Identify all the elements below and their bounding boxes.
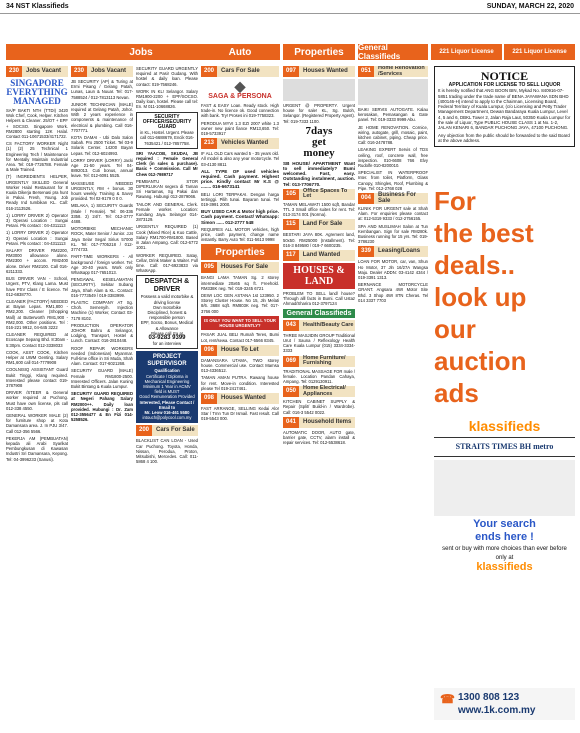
ad: KITCHEN CABINET SUPPLY & Repair (Split/ Build-in / Wardrobe). Call: 016-3 5542 0022. bbox=[283, 399, 355, 415]
section-general: General Classifieds bbox=[358, 44, 428, 60]
ad: TRADITIONAL MASSAGE FOR male / female. Location Pandan Cahaya, Ampang. Tel: 0129130911. bbox=[283, 368, 355, 385]
auction-cta: For the best deals.. look up our auction ads bbox=[434, 186, 534, 408]
cat-business-for-sale: 004 Business For Sale bbox=[358, 193, 428, 204]
ad: PASAR JUAL BELI Rumah Teres, Bumi Lot, rent/sewa. Contact 017-5566 8345. bbox=[201, 332, 279, 343]
section-liquor-1: 221 Liquor License bbox=[431, 44, 502, 60]
cat-land-for-sale: 115 Land For Sale bbox=[283, 219, 355, 230]
cat-cars-for-sale: 200 Cars For Sale bbox=[136, 425, 198, 436]
ad: SECURITY GUARD (MALE) Female RM1800-2500. Interested Officers. Jalan Kuning Bukit Bintang & Kuala Lumpur. bbox=[71, 368, 133, 389]
promo-text: sent or buy with more choices than ever before bbox=[442, 546, 567, 552]
column-4 bbox=[201, 66, 279, 728]
column-2 bbox=[71, 66, 133, 728]
liquor-notice: NOTICE APPLICATION FOR LICENSE TO SELL LIQUOR It is hereby notified that ANG BOON BIN, Mykad No. 840916-07-5851 trading under the trade name of BENA JAYAWANA SDN BHD (400146-H) intend to apply to the Chairman, Licensing Board, Federal Territory of Kuala Lumpur, (c/o Licensing and Petty Trader Management Department, Dewan Bandaraya Kuala Lumpur, Level 4, 5 and 6, DBKL Tower 2, Jalan Raja Laut, 50350 Kuala Lumpur for the sale of Liquor, Type PUBLIC HOUSE CLASS 1 at No. 1-2, JALAN KENARI 6, BANDAR PUCHONG JAYA, 47100 PUCHONG. Any objection from the public should be forwarded to the said Board at the above address. bbox=[434, 66, 575, 147]
ad: (T) INGREDIENTS HELPER, URGENTLY SKILLED General Worker Halal Restaurant for 8 Kuala Dikerja Bersenasi pra hunt in Pakai. Fresh, Young. Job Ready Ind tumbikan KL. Call: 016-2113526. bbox=[6, 174, 68, 211]
cat-vehicles-wanted: 213 Vehicles Wanted bbox=[201, 138, 279, 149]
column-6 bbox=[358, 66, 428, 728]
cat-land-wanted: 117 Land Wanted bbox=[283, 250, 355, 261]
renovation-photo bbox=[358, 79, 428, 105]
cat-houses-wanted: 097 Houses Wanted bbox=[283, 66, 355, 77]
cat-home-electrical: 050 Home Electrical/ Appliances bbox=[283, 386, 355, 397]
security-box: SECURITY OFFICER/SECURITY GUARD in KL, Hostel. Urgent. Please call 011-6688679, Encik 016-7635421 / 012-7857758. bbox=[136, 112, 198, 149]
cat-household-items: 041 Household Items bbox=[283, 417, 355, 428]
ad: SECURITY GUARD URGENTLY required at Pasir Gudang. With hostel & daily loan. Please contact: 019-7568246. bbox=[136, 66, 198, 87]
ad: SB HOUSE/ APARTMENT Want to sell immediately? Bumi welcomed. Fast, easy. Outstanding instalment, auction. Tel: 013-7706770. bbox=[283, 160, 355, 187]
cat-jobs-vacant: 230 Jobs Vacant bbox=[71, 66, 133, 77]
section-properties: Properties bbox=[283, 44, 355, 60]
section-auto: Auto bbox=[200, 44, 280, 60]
cat-houses-for-sale: 095 Houses For Sale bbox=[201, 262, 279, 273]
ad: COOK, ASST COOK, Kitchen Helper at UWM Genting. Salary RM1,600 call 014-7779908 bbox=[6, 349, 68, 366]
cat-home-renovation: 051 Home Renovation /Services bbox=[358, 66, 428, 77]
page-number: 34 NST Klassifieds bbox=[6, 3, 69, 10]
ad: SALARY DRIVER RM2200, RM3000 allowance alone. RM2300 + accom. RM2400 alone. Driver RM2100. Call 016-6211333. bbox=[6, 248, 68, 274]
houses-land-banner: HOUSES & LAND bbox=[283, 263, 355, 289]
ad: DEWI LOC GEN ASTANA 1st 123950. 2 Storey Cluster House. No 15, Jln Melati 8/6. 3688 sqft. RM803K neg. Tel: 017-3766 000 bbox=[201, 293, 279, 314]
ad: ROOF REPAIR WORKERS needed (Indonesian) Myanmar. Full-time office in Sri Muda, Shah Alam. Contact: 017-6021268. bbox=[71, 345, 133, 367]
ad: BANGI LAMA TAMAN Sg. 2 storey intermediate 20x65 sq ft. Freehold. RM338K neg. Tel: 019-3245 6721 bbox=[201, 275, 279, 291]
section-jobs: Jobs bbox=[6, 44, 276, 60]
contact-bar bbox=[434, 688, 575, 720]
ad: ALL TYPE OF used vehicles required. Cash payment. Highest price. Kindly contact Mr K.S @ ........ 016-6673141 bbox=[201, 168, 279, 190]
ad: PRODUCTION OPERATOR JOHOR Bahru & Selangor, Lodging, Transport, Hostel & Lunch. Contact: 016-2810448. bbox=[71, 322, 133, 344]
ad: TAMAN MELAWATI 1500 sqft, Bandar TTL 3 Small office suites for rent. Tel: 013-3174 001 (Norma). bbox=[283, 201, 355, 218]
ad: BERNANCE MOTORCYCLE GRANT. Angsara 4WI Motor Site Bhd. 3 Shop 4WI 8TN Cheras. Tel 014 3337 7703 bbox=[358, 282, 428, 303]
ad: BUY USED CAR & Motor high price. Cash payment. Contact/ Whatsapp: Simon ...... 012-2777 548 bbox=[201, 209, 279, 225]
ad: GENERAL WORKER MALE (2) for furniture shop at Kota Damansara area. J. In PJU 3/47. Call 012-356 5566. bbox=[6, 412, 68, 434]
ad: 1) LORRY DRIVER 2) Operator 3) Operasi Location : Sungai Petani. Pls contact : 04-4311113 bbox=[6, 212, 68, 229]
cat-office-spaces: 105 Office Spaces To Let bbox=[283, 189, 355, 200]
ad: SECURITY GUARD REQUIRED at Negeri Pahang Salary RM2000++. Daily loan provided. Hubungi : Dr. Zam 012-3556477 & En Fizi 014-5258526. bbox=[71, 391, 133, 423]
ad: THREE MASJIDIN GROUP Traditional Urut / Sauna / Reflexology Health Care Kuala Lumpur (015) 3334-3334-3333 bbox=[283, 332, 355, 354]
ad: PEKERJA AM (PEMBUATAN) kepada ali Arabi Syarikat Pembungkusan di Kawasan Industri Sri Damansara, Kepong. Tel: 04-3996233 (Sanusi). bbox=[6, 435, 68, 462]
saga-logo: ◆ SAGA & PERSONA bbox=[201, 79, 279, 101]
ad: SPECIALIST IN WATERPROOF Inter. from toilet, Platform, Glass Canopy, Shingles, Roof, Plumbing & Pipe. Tel: 012-2768 028 bbox=[358, 170, 428, 191]
ad: DAMANSARA UTAMA, TWO storey house. Commercial use. Contact Mamsa 013-4336512. bbox=[201, 357, 279, 374]
column-1 bbox=[6, 66, 68, 728]
ad: WORK IN KL! Selangor. Salary RM1900-2200 + EPF/SOCSO. Daily loan, hostel. Please call tel: En. M 011-10668826. bbox=[136, 88, 198, 110]
ad: PENGAWAL KESELAMATAN (SECURITY). Sekitar Subang Jaya, Shah Alam & KL. Contact: 016-7773549 / 019-3383999. bbox=[71, 277, 133, 298]
ad: CS FACTORY WORKER Night (1) (2) 25 Technical 1 Engineering Tech / Maintenance for Mentally Maintain Industrial Area. Tel: 019-7726788. Female & Male Trained. bbox=[6, 141, 68, 173]
ad: SRI YAACOB, SKUDAI, JB required : Female General Clerk (in sales & purchase). Basic + Commission. Call Mr Chew 012-7989717 bbox=[136, 150, 198, 177]
ad: PERODUA MYVI 1.3 EZI 2007 white 1.3 owner new paint fiance RM13,650. Tel: 019-5733917 bbox=[201, 120, 279, 137]
ad: MOTORBIKE MECHANIC ROCK, Mater Senior / Junior. JJ4 Jaya Selar Segal Sirius 57000 KL. Tel: 017-7705218 / 012-3774733. bbox=[71, 226, 133, 253]
ad: JB SECURITY (AP) & Turing at Ermi Pisang / Gelang Patah, Lunas, Laun & Nuuar. Tel: 017-7588524 / 012-7813113 Nevan. bbox=[71, 79, 133, 100]
publication-strip: STRAITS TIMES BH metro bbox=[434, 437, 575, 457]
ad: KOTA DAMAI - Ubi Dalo Salon Sabah. Pro 2500 Ticket. Tel 03-9 Solaris Center. 14200 Bayan Lepas. Tel: 012-6024993. bbox=[71, 135, 133, 156]
cat-jobs-vacant: 230 Jobs Vacant bbox=[6, 66, 68, 77]
search-tagline: Your search ends here ! bbox=[473, 518, 536, 543]
despatch-box: DESPATCH & DRIVER Possess a valid motorbike & driving license Own motorbike Disciplined, honest & responsible person EPF, Socso, Bonus, Medical & Allowance Please call Iza at 03-9283 9399 for an interview bbox=[136, 275, 198, 349]
ad: FAST ARRANGE, SELLING Kedai Alor Star / Tmn Tun Dr Ismail. Fast result. Call 019-5543 000. bbox=[201, 405, 279, 422]
ad: BUS DRIVER VAN - School, Urgent, PTV, Klang Lama. Must have PSV Class / E licence. Tel 012-6838770. bbox=[6, 276, 68, 297]
column-7 bbox=[434, 66, 575, 147]
cat-house-to-let: 096 House To Let bbox=[201, 345, 279, 356]
ad: REQUIRES ALL MOTOR vehicles, high price, cash payment, change name instantly. Barry Auto Tel: 011-5613 9998 bbox=[201, 226, 279, 243]
singapore-banner: SINGAPORE EVERYTHING MANAGED bbox=[6, 78, 68, 106]
ad: SA/P BAKTI NTH (TTDI) 3420 Wok Chef, Cook, Helper. Kitchen Helpers & Cleaner. 25/OT + EPF + SOCSO. Singapore Work. RM2800 starting 12K Halal. Contact 011-10671533/4171722. bbox=[6, 108, 68, 140]
ad: PROBLEM TO SELL land/ house? Through alll facts in Bumi. Call Ustaz Ahmad/Sharira 012-3797124 bbox=[283, 291, 355, 307]
klassifieds-logo-2: klassifieds bbox=[476, 561, 533, 573]
ad: BAIKI SERVIS AUTOGATE. Kalau kerosakan, Pemasangan & Gate panel. Tel: 019-3333 9999 Abu. bbox=[358, 107, 428, 123]
column-5 bbox=[283, 66, 355, 728]
ad: URGENTLY REQUIRED (1) Cook (Mixed Rice) & Kuo Cattle, Salary RM1700-RM1800. Based in Jalan Ampang. Call: 012-6772 1001. bbox=[136, 224, 198, 251]
money-banner: 7days get money bbox=[303, 124, 335, 159]
ad: JE HOME RENOVATION. Cornice, wiring, autogate, grill, mosaic, paint, kitchen cabinet, piping. Cheap price. Call: 016-2478788. bbox=[358, 124, 428, 146]
page-date: SUNDAY, MARCH 22, 2020 bbox=[486, 3, 574, 10]
klassifieds-logo: klassifieds bbox=[468, 418, 541, 434]
cat-home-furniture: 069 Home Furniture/ Furnishing bbox=[283, 356, 355, 367]
ad: PEMBANTU STOR DIPERLUKAN segera di Taman Sri Hartamas, Sg Pakai dan Rawang. Hubungi 012-2879066. bbox=[136, 178, 198, 200]
ad: BLACKLIST CAN LOAN - Used Car Puchong. Toyota, Honda, Nissan, Perodua, Proton, Mitsubishi, Mercedes. Call: 011-5868 4 100. bbox=[136, 438, 198, 465]
ad: JUNIOR TECHNICIAN (MALE) required at Gelang Patah, Johor. With 2 years experience in components & maintenance of electrical & plumbing. Call 016-7707771. bbox=[71, 101, 133, 133]
ad: TAMAN AMAN PUTRA. Rawang house for rent. Move-in condition. Interested please Tel 019-2417461. bbox=[201, 375, 279, 391]
ad: LEAKING EXPERT Servis of TDS ceiling, roof, concrete wall, free inspection. 010-6608 766 Elvy Rudolfe 010-8200010. bbox=[358, 147, 428, 169]
ad: LOAN FOR MOTOR, car, van, Shun Ho Motor, 37 Jln 16/27A Wangsa Maju. Dealer ADDN: 03-4142 4344 / 019-3391 1313. bbox=[358, 259, 428, 281]
ad: WORKER REQUIRED. Satay, Cellar, Drink Maker & Waiter. Full time. Call: 017-6923833 via WhatsApp. bbox=[136, 252, 198, 274]
page-header bbox=[0, 0, 580, 14]
section-liquor-2: 221 Liquor License bbox=[504, 44, 575, 60]
ad: DRIVER /STEER & General worker required at Puchong. Must have own license, pls call 012-338 4550. bbox=[6, 390, 68, 411]
project-supervisor-box: PROJECT SUPERVISOR Qualification Certificate / Diploma in Mechanical Engineering Minimum 1 Year in ACMV field is MUST Good Remuneration Provided Interested, Please Contact / Email to Mr. Leow 016-461 5580 intouch@polycool.com.my bbox=[136, 351, 198, 423]
ad: MELAKA, 1) SECURITY Guards (Male / Female). Tel: 06-336 3358. 2) 24/7. Tel: 012-3777 4488. bbox=[71, 203, 133, 225]
ad: CLEANER REQUIRED at Ecoscape Sepang Bhd. 8:30am - 5:30pm. Contact 012-3338033 bbox=[6, 332, 68, 348]
cat-cars-for-sale: 200 Cars For Sale bbox=[201, 66, 279, 77]
mobile-device-illustration bbox=[434, 460, 575, 516]
phone-number[interactable]: ☎ 1300 808 123 bbox=[458, 692, 520, 703]
cat-leasing-loans: 339 Leasing/Loans bbox=[358, 246, 428, 257]
ad: LORRY DRIVER (LORRY) Jacki Age 21-50 years. Tel 04-8892013. Cuti bonus, annual leave. Tel: 012-6091 5525. bbox=[71, 157, 133, 179]
ad: KLINIK FOR URGENT sale at Shah Alam. For enquiries please contact at: 012-5319 9333 / 012-2756155. bbox=[358, 206, 428, 222]
ad: IF ALL OLD Cars wanted 5 - 35 years old. All model & also any year motorcycle. Tel 03-4130 8811 bbox=[201, 151, 279, 167]
ad: PLASTIC COMPANY AT Sg. Choh. Semenyih. Injection Machine (1) Worker, Contact 03-7178 8102. bbox=[71, 299, 133, 321]
column-3 bbox=[136, 66, 198, 728]
cat-health-beauty: 043 Health/Beauty Care bbox=[283, 320, 355, 331]
ad: CLEANER (FACTORY) NEEDED at Bayan Lepas. RM1,800 - RM2,200. Cleaner (Shopping Mall) at Butterworth RM1,900 - RM2,000. Other positions. Tel : 016-221 9912, 04-645 3222 bbox=[6, 298, 68, 330]
section-properties-2: Properties bbox=[201, 244, 279, 260]
ad: MASSEUSE NEEDED URGENTLY, RM + bonus. 30 hours weekly. Training & Savvy provided. Tel 02-9179 0 0 0. bbox=[71, 180, 133, 202]
ad: AUTOMATIC DOOR, AUTO gate, barrier gate, CCTV, alarm install & repair services. Tel: 012-5538618. bbox=[283, 429, 355, 446]
klassifieds-promo bbox=[434, 418, 575, 573]
ad: PART-TIME WORKERS - All background / foreign worker. Tel: Age 20-40 years. Work only Whatsapp 017-7651013. bbox=[71, 254, 133, 275]
sell-house-box: IS ONLY YOU WANT TO SELL YOUR HOUSE URGENTLY? bbox=[201, 316, 279, 330]
ad: FAST & EASY Loan. Ready stock. High trade-in. No licence ok. Good connection with bank. Try! Proses ini 019-7758323. bbox=[201, 103, 279, 119]
ad: 1) LORRY DRIVER 2) Operator 3) Operasi Location : Sungai Petani. Pls contact : 04-4311113 bbox=[6, 230, 68, 246]
cat-houses-wanted: 098 Houses Wanted bbox=[201, 393, 279, 404]
ad: BELI LORI TERPAKAI. Dengan harga tertinggi. Pilih tunai. Bayaran tunai. Tel 019-3991 2000. bbox=[201, 191, 279, 208]
website-link[interactable]: www.1k.com.my bbox=[458, 705, 536, 716]
ad: SPA AND MUSLIMAH Salon at Tun Kembangan. Sign for sale RM280k. Business running for 15 yrs. Tel: 019-3786230 bbox=[358, 223, 428, 245]
section-general-2: General Classifieds bbox=[283, 309, 355, 318]
ad: TAILOR AND GENERAL Clerk. Female worker. Location: Kundang Jaya. Selangor 014-2873129. bbox=[136, 201, 198, 223]
ad: BESTARI JAYA 80K. Agrement land, 50x50. RM25000 (Installment). Tel: 016-3 849580 / 019-7 6600235. bbox=[283, 232, 355, 248]
ad: URGENT @ PROPERTY. Urgent house for sale! KL, Sg. Buloh, Selangor. (Registered Property Agent). Tel: 019-7333 1100. bbox=[283, 103, 355, 124]
house-photo bbox=[283, 79, 355, 101]
car-icon: ◆ bbox=[234, 78, 246, 94]
only-at: only at bbox=[495, 555, 514, 561]
ad: COOLNISIQ ASSISTANT Guard Bukit Tinggi, Klang required. Interested please contact 019-3787908 bbox=[6, 367, 68, 388]
